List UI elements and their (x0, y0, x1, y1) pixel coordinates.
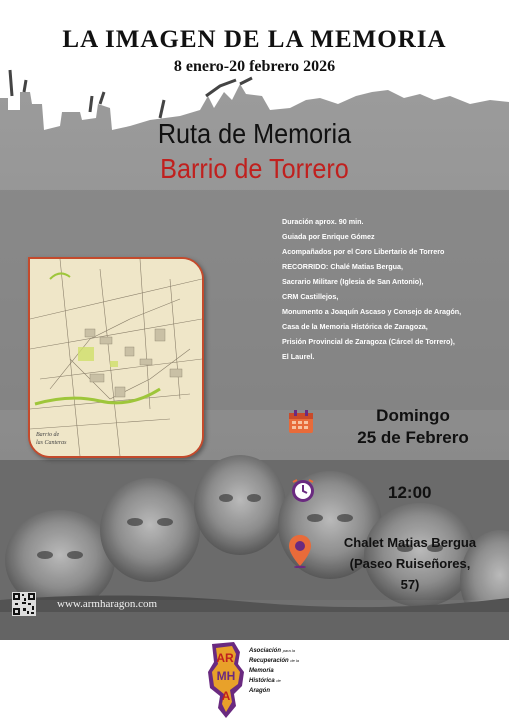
event-date-text: 25 de Febrero (357, 428, 469, 447)
route-details (282, 214, 504, 364)
map-drawing (30, 259, 202, 456)
event-day: Domingo (376, 406, 450, 425)
detail-line: Monumento a Joaquín Ascaso y Consejo de Aragón, (282, 307, 462, 316)
festival-title: LA IMAGEN DE LA MEMORIA (62, 26, 447, 53)
event-date (348, 405, 478, 449)
clock-icon (290, 478, 316, 504)
detail-line: CRM Castillejos, (282, 292, 339, 301)
logo-letters-ar: AR (216, 651, 234, 665)
logo-letters-a: A (221, 689, 231, 703)
organization-name (249, 646, 299, 696)
org-name-line: Asociación para la (249, 648, 295, 654)
route-subtitle: Barrio de Torrero (160, 153, 349, 184)
festival-dates: 8 enero-20 febrero 2026 (173, 58, 336, 75)
event-time: 12:00 (388, 483, 432, 502)
org-name-line: Memoria (249, 668, 274, 674)
map-label: Barrio de las Canteras (36, 432, 67, 446)
org-name-line: Recuperación de la (249, 658, 300, 664)
calendar-icon (288, 410, 314, 434)
detail-line: El Laurel. (282, 352, 315, 361)
detail-line: Acompañados por el Coro Libertario de Torrero (282, 247, 445, 256)
event-place: Chalet Matias Bergua (343, 535, 477, 550)
route-title: Ruta de Memoria (157, 118, 352, 149)
event-address: (Paseo Ruiseñores, 57) (349, 556, 471, 592)
detail-line: Casa de la Memoria Histórica de Zaragoza, (282, 322, 428, 331)
org-name-line: Aragón (249, 688, 270, 694)
event-location (340, 532, 480, 595)
detail-line: Guiada por Enrique Gómez (282, 232, 375, 241)
armh-logo (206, 642, 246, 718)
logo-letters-mh: MH (216, 669, 236, 683)
qr-code-icon (12, 592, 36, 616)
location-pin-icon (288, 534, 312, 568)
route-map (28, 257, 204, 458)
org-name-line: Histórica de (249, 678, 281, 684)
website-link[interactable]: www.armharagon.com (57, 598, 158, 610)
detail-line: RECORRIDO: Chalé Matias Bergua, (282, 262, 404, 271)
detail-line: Sacrario Militare (Iglesia de San Antonio), (282, 277, 424, 286)
detail-line: Prisión Provincial de Zaragoza (Cárcel de Torrero), (282, 337, 455, 346)
detail-line: Duración aprox. 90 min. (282, 217, 364, 226)
